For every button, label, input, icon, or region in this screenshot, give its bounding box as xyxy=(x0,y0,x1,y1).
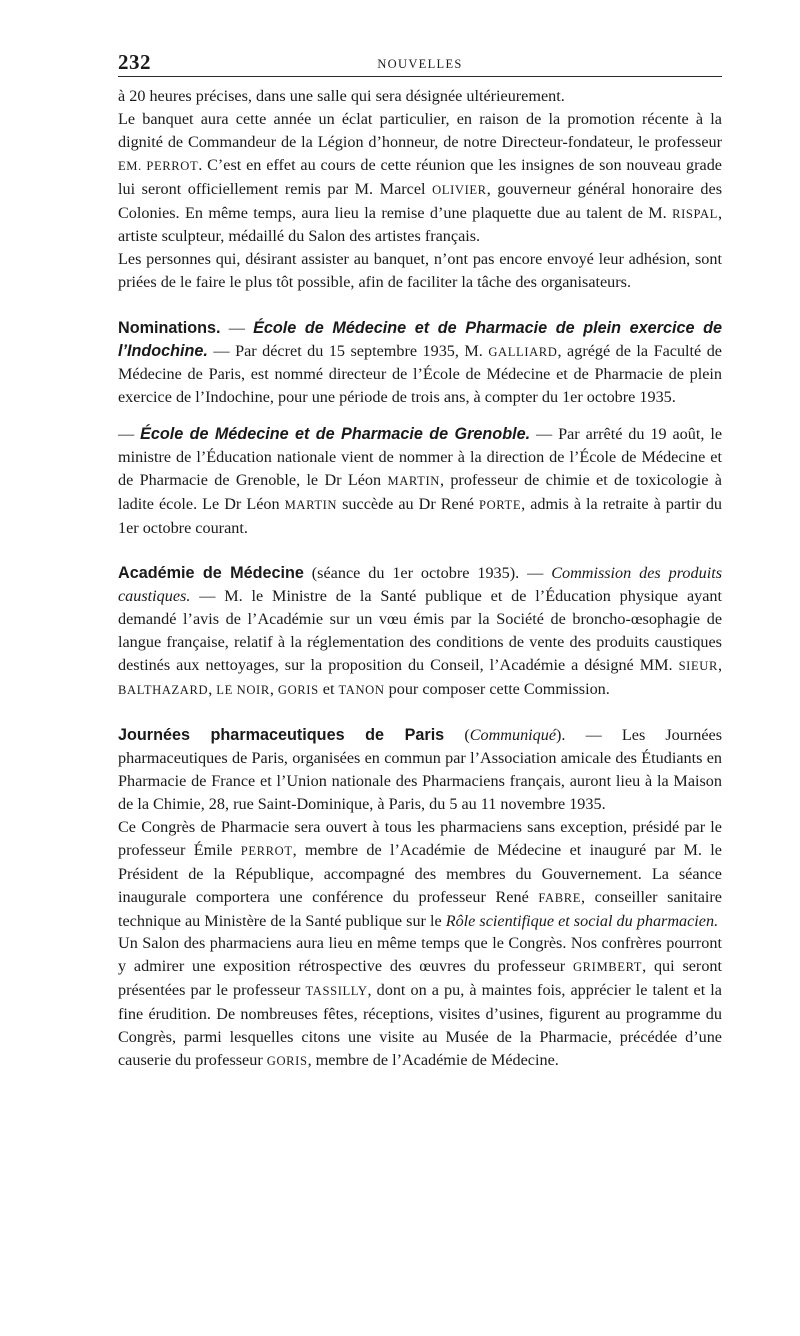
communique-label: Communiqué xyxy=(469,726,557,745)
text-run: succède au Dr René xyxy=(337,495,479,513)
paragraph-adhesion xyxy=(118,248,722,294)
text-run: . C’est en effet au cours de cette réunion que les insignes de son nouveau grade lui seront officiellement remis par M. Marcel xyxy=(118,155,722,198)
text-run: , xyxy=(717,655,722,674)
person-name: TASSILLY xyxy=(305,984,368,999)
paragraph-grenoble xyxy=(118,423,722,540)
section-subheading: École de Médecine et de Pharmacie de plein exercice de l’Indochine. xyxy=(118,318,722,360)
paragraph-banquet xyxy=(118,108,722,248)
text-run: , agrégé de la Faculté de Médecine de Paris, est nommé directeur de l’École de Médecine et de Pharmacie de plein exercice de l’Indochine, pour une période de trois ans, à compter du 1er octobre 1935. xyxy=(118,341,722,407)
section-nominations xyxy=(118,317,722,410)
text-run: , professeur de chimie et de toxicologie à ladite école. Le Dr Léon xyxy=(118,471,722,513)
paragraph-salon xyxy=(118,932,722,1072)
person-name: PORTE xyxy=(479,498,522,512)
person-name: GORIS xyxy=(266,1053,308,1068)
person-name: LE NOIR xyxy=(216,682,270,697)
running-title: NOUVELLES xyxy=(377,57,463,71)
text-run: Les personnes qui, désirant assister au banquet, n’ont pas encore envoyé leur adhésion, sont priées de le faire le plus tôt possible, afin de faciliter la tâche des organisateurs. xyxy=(118,250,722,292)
page-header xyxy=(118,44,722,77)
person-name: GALLIARD xyxy=(488,344,558,359)
section-subheading: École de Médecine et de Pharmacie de Grenoble. xyxy=(140,425,531,444)
person-name: BALTHAZARD xyxy=(118,682,209,697)
text-run: , xyxy=(269,679,278,698)
text-run: , xyxy=(208,679,217,698)
text-run: , membre de l’Académie de Médecine. xyxy=(307,1050,559,1069)
person-name: FABRE xyxy=(538,890,582,905)
person-name: OLIVIER xyxy=(432,182,487,197)
text-run: ( xyxy=(444,726,470,745)
person-name: EM. PERROT xyxy=(118,158,199,173)
conference-title: Rôle scientifique et social du pharmacien. xyxy=(445,911,719,930)
text-run: ). — Les Journées pharmaceutiques de Paris, organisées en commun par l’Association amicale des Étudiants en Pharmacie de France et l’Union nationale des Pharmaciens français, auront lieu à la Maison de la Chimie, 28, rue Saint-Dominique, à Paris, du 5 au 11 novembre 1935. xyxy=(118,726,723,813)
article-body xyxy=(118,85,722,1073)
person-name: MARTIN xyxy=(284,498,338,512)
text-run: , membre de l’Académie de Médecine et inauguré par M. le Président de la République, accompagné des membres du Gouvernement. La séance inaugurale comportera une conférence du professeur René xyxy=(118,840,722,906)
text-run: , artiste sculpteur, médaillé du Salon des artistes français. xyxy=(118,203,722,246)
page-number: 232 xyxy=(118,50,151,74)
text-run: — M. le Ministre de la Santé publique et de l’Éducation physique ayant demandé l’avis de l’Académie sur un vœu émis par la Société de broncho-œsophagie de langue française, relatif à la réglementation des conditions de vente des produits caustiques destinés aux nettoyages, sur la proposition du Conseil, l’Académie a désigné MM. xyxy=(118,587,722,674)
person-name: TANON xyxy=(338,682,385,697)
paragraph-banquet-continuation xyxy=(118,85,722,108)
text-run: , dont on a pu, à maintes fois, apprécier le talent et la fine érudition. De nombreuses fêtes, réceptions, visites d’usines, figurent au programme du Congrès, parmi lesquelles citons une visite au Musée de la Pharmacie, précédée d’une causerie du professeur xyxy=(118,981,722,1069)
person-name: SIEUR xyxy=(678,658,718,673)
text-run: (séance du 1er octobre 1935). — xyxy=(303,564,552,583)
text-run: Un Salon des pharmaciens aura lieu en même temps que le Congrès. Nos confrères pourront y admirer une exposition rétrospective des œuvres du professeur xyxy=(118,934,722,976)
text-run: — xyxy=(220,318,254,337)
text-run: , gouverneur général honoraire des Colonies. En même temps, aura lieu la remise d’une plaquette due au talent de M. xyxy=(118,179,722,222)
section-journees xyxy=(118,724,722,816)
commission-title: Commission des produits caustiques. xyxy=(118,564,723,606)
person-name: GORIS xyxy=(277,682,319,697)
person-name: PERROT xyxy=(240,843,293,858)
section-heading: Journées pharmaceutiques de Paris xyxy=(118,726,445,745)
text-run: à 20 heures précises, dans une salle qui sera désignée ultérieurement. xyxy=(118,87,565,105)
text-run: — Par décret du 15 septembre 1935, M. xyxy=(207,341,489,360)
section-heading: Nominations. xyxy=(118,318,221,337)
text-run: , qui seront présentées par le professeur xyxy=(118,957,723,1000)
text-run: , admis à la retraite à partir du 1er octobre courant. xyxy=(118,495,723,537)
text-run: — Par arrêté du 19 août, le ministre de l’Éducation nationale vient de nommer à la direction de l’École de Médecine et de Pharmacie de Grenoble, le Dr Léon xyxy=(118,425,723,490)
text-run: Le banquet aura cette année un éclat particulier, en raison de la promotion récente à la dignité de Commandeur de la Légion d’honneur, de notre Directeur-fondateur, le professeur xyxy=(118,109,722,151)
person-name: MARTIN xyxy=(387,474,440,489)
text-run: — xyxy=(118,425,141,444)
section-academie xyxy=(118,562,722,701)
text-run: Ce Congrès de Pharmacie sera ouvert à tous les pharmaciens sans exception, présidé par le professeur Émile xyxy=(118,817,722,859)
person-name: GRIMBERT xyxy=(572,960,643,975)
text-run: pour composer cette Commission. xyxy=(384,679,610,698)
person-name: RISPAL xyxy=(672,206,718,221)
section-heading: Académie de Médecine xyxy=(118,564,304,583)
paragraph-congres xyxy=(118,816,722,933)
text-run: et xyxy=(318,679,339,698)
text-run: , conseiller sanitaire technique au Ministère de la Santé publique sur le xyxy=(118,887,722,930)
